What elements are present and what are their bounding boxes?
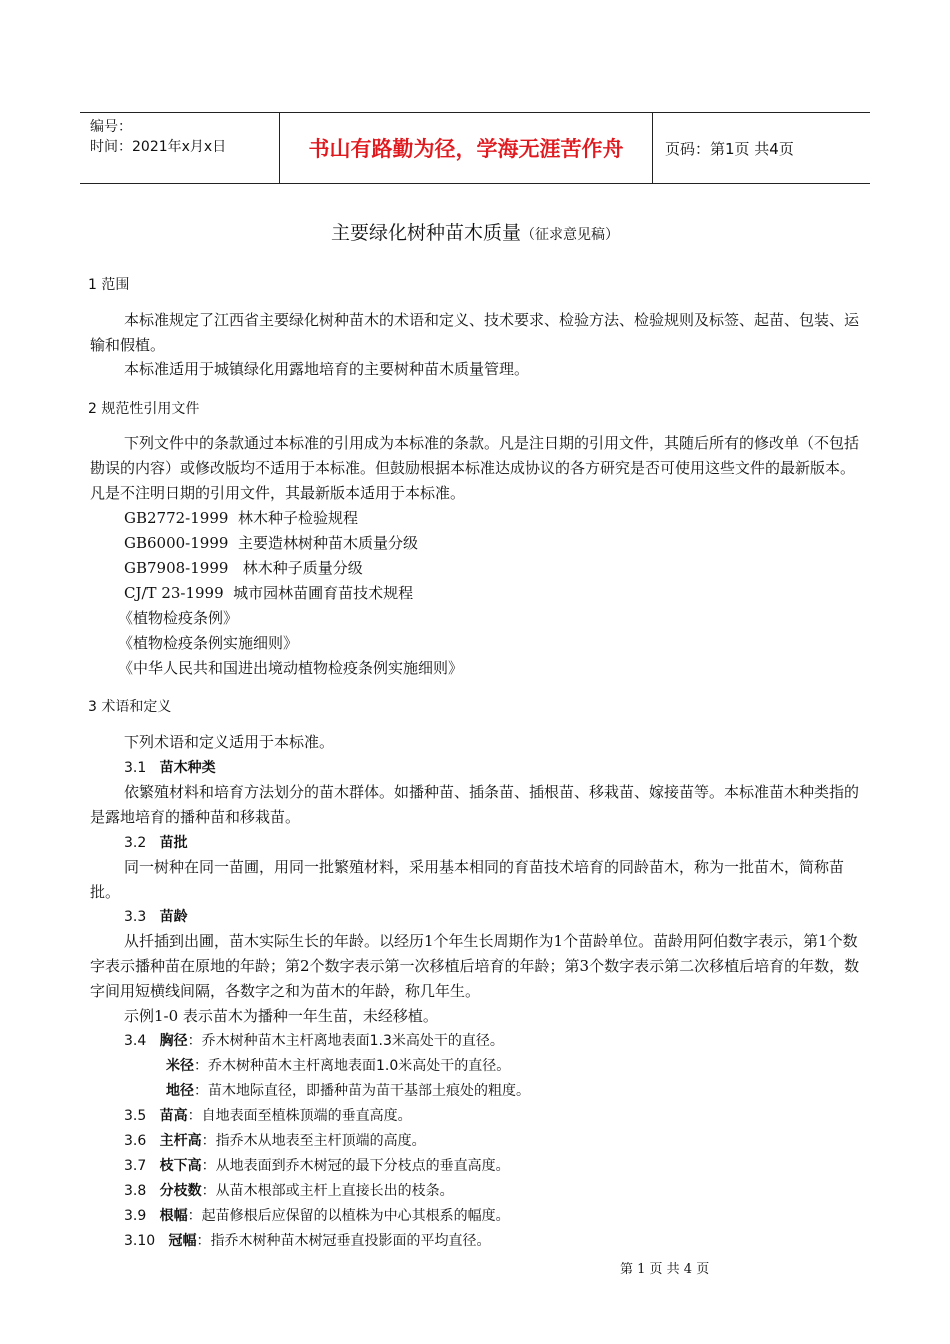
term-number: 3.1 (124, 760, 147, 776)
title-sub: （征求意见稿） (521, 227, 619, 243)
term-name: 苗龄 (159, 909, 188, 925)
term-3-1-definition: 依繁殖材料和培育方法划分的苗木群体。如播种苗、插条苗、插根苗、移栽苗、嫁接苗等。本标准苗木种类指的是露地培育的播种苗和移栽苗。 (90, 783, 860, 826)
section-1-para-2: 本标准适用于城镇绿化用露地培育的主要树种苗木质量管理。 (124, 360, 530, 378)
term-name: 米径 (166, 1058, 194, 1074)
reference-item: GB7908-1999 林木种子质量分级 (124, 559, 363, 577)
section-2-para-1: 下列文件中的条款通过本标准的引用成为本标准的条款。凡是注日期的引用文件，其随后所有的修改单（不包括勘误的内容）或修改版均不适用于本标准。但鼓励根据本标准达成协议的各方研究是否可使用这些文件的最新版本。凡是不注明日期的引用文件，其最新版本适用于本标准。 (90, 434, 860, 502)
term-definition: ：自地表面至植株顶端的垂直高度。 (187, 1108, 412, 1124)
time-label: 时间：2021年x月x日 (90, 139, 227, 155)
term-name: 地径 (166, 1083, 194, 1099)
term-name: 苗批 (159, 835, 188, 851)
term-3-8 (124, 1179, 454, 1204)
term-number: 3.10 (124, 1233, 156, 1249)
term-3-6 (124, 1129, 426, 1154)
term-number: 3.5 (124, 1108, 147, 1124)
term-definition: ：苗木地际直径，即播种苗为苗干基部土痕处的粗度。 (194, 1083, 530, 1099)
reference-item: CJ/T 23-1999 城市园林苗圃育苗技术规程 (124, 584, 414, 602)
term-3-4-line-1 (124, 1029, 504, 1054)
term-number: 3.3 (124, 909, 147, 925)
term-3-5 (124, 1104, 412, 1129)
header-page-info: 页码：第1页 共4页 (665, 139, 794, 158)
page-footer: 第 1 页 共 4 页 (620, 1262, 710, 1277)
term-name: 苗高 (159, 1108, 188, 1124)
reference-item: GB6000-1999 主要造林树种苗木质量分级 (124, 534, 418, 552)
term-number: 3.7 (124, 1158, 147, 1174)
section-1-heading: 1 范围 (88, 277, 130, 293)
term-name: 分枝数 (159, 1183, 202, 1199)
term-3-1-heading (124, 756, 216, 781)
term-number: 3.9 (124, 1208, 147, 1224)
term-3-4-line-2 (166, 1054, 510, 1079)
term-number: 3.8 (124, 1183, 147, 1199)
term-3-7 (124, 1154, 510, 1179)
term-3-3-definition: 从扦插到出圃，苗木实际生长的年龄。以经历1个年生长周期作为1个苗龄单位。苗龄用阿伯数字表示，第1个数字表示播种苗在原地的年龄；第2个数字表示第一次移植后培育的年龄；第3个数字表示第二次移植后培育的年数，数字间用短横线间隔，各数字之和为苗木的年龄，称几年生。 (90, 932, 860, 1000)
title-main: 主要绿化树种苗木质量 (330, 222, 521, 244)
term-definition: ：从地表面到乔木树冠的最下分枝点的垂直高度。 (201, 1158, 510, 1174)
term-number: 3.2 (124, 835, 147, 851)
section-3-intro: 下列术语和定义适用于本标准。 (124, 733, 335, 751)
term-name: 根幅 (159, 1208, 188, 1224)
term-name: 冠幅 (168, 1233, 197, 1249)
term-name: 苗木种类 (159, 760, 216, 776)
reference-item: 《植物检疫条例》 (118, 609, 239, 627)
term-definition: ：乔木树种苗木主杆离地表面1.3米高处干的直径。 (187, 1033, 504, 1049)
page-header (80, 112, 870, 184)
term-definition: ：指乔木从地表至主杆顶端的高度。 (201, 1133, 426, 1149)
term-3-2-definition: 同一树种在同一苗圃，用同一批繁殖材料，采用基本相同的育苗技术培育的同龄苗木，称为一批苗木，简称苗批。 (90, 858, 845, 901)
term-name: 枝下高 (159, 1158, 202, 1174)
header-motto: 书山有路勤为径，学海无涯苦作舟 (280, 113, 653, 183)
section-2-heading: 2 规范性引用文件 (88, 401, 200, 417)
number-label: 编号： (90, 119, 132, 135)
term-definition: ：起苗修根后应保留的以植株为中心其根系的幅度。 (187, 1208, 510, 1224)
reference-item: 《植物检疫条例实施细则》 (118, 634, 299, 652)
term-3-9 (124, 1204, 510, 1229)
term-name: 胸径 (159, 1033, 188, 1049)
document-title (0, 218, 950, 245)
term-definition: ：乔木树种苗木主杆离地表面1.0米高处干的直径。 (194, 1058, 511, 1074)
section-3-heading: 3 术语和定义 (88, 699, 172, 715)
header-meta (80, 113, 280, 183)
term-definition: ：从苗木根部或主杆上直接长出的枝条。 (201, 1183, 454, 1199)
term-3-4-line-3 (166, 1079, 530, 1104)
reference-item: 《中华人民共和国进出境动植物检疫条例实施细则》 (118, 659, 464, 677)
term-3-3-example: 示例1-0 表示苗木为播种一年生苗，未经移植。 (124, 1007, 438, 1025)
reference-item: GB2772-1999 林木种子检验规程 (124, 509, 358, 527)
term-3-2-heading (124, 831, 188, 856)
section-1-para-1: 本标准规定了江西省主要绿化树种苗木的术语和定义、技术要求、检验方法、检验规则及标签、起苗、包装、运输和假植。 (90, 311, 860, 354)
term-number: 3.6 (124, 1133, 147, 1149)
term-3-10 (124, 1229, 491, 1254)
term-3-3-heading (124, 905, 188, 930)
term-name: 主杆高 (159, 1133, 202, 1149)
term-definition: ：指乔木树种苗木树冠垂直投影面的平均直径。 (196, 1233, 491, 1249)
term-number: 3.4 (124, 1033, 147, 1049)
